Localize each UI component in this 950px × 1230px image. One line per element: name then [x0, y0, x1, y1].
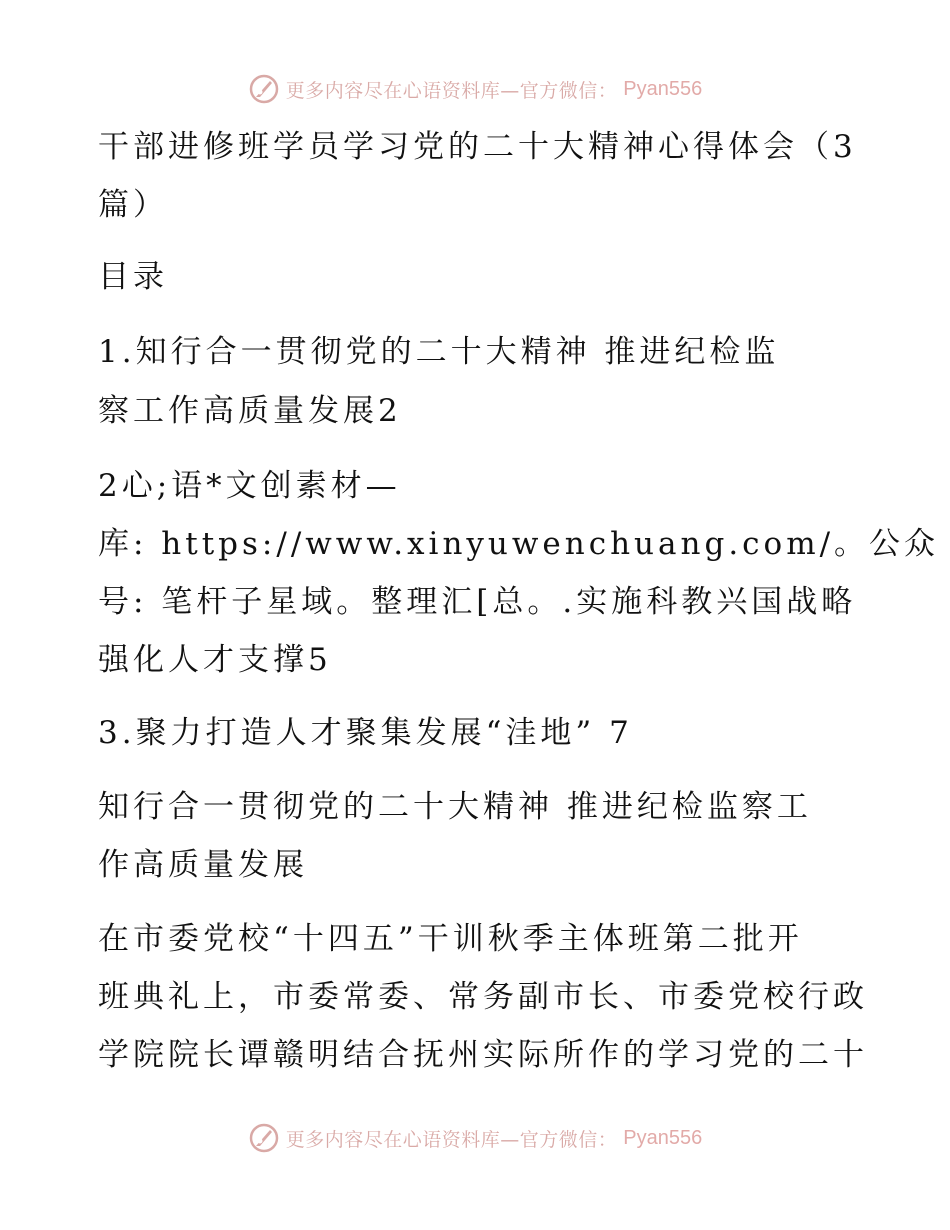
watermark-header — [0, 73, 950, 105]
section-title-continued: 作高质量发展 — [98, 847, 308, 883]
doc-title: 干部进修班学员学习党的二十大精神心得体会（3 — [98, 129, 857, 165]
quill-logo-icon — [248, 73, 280, 105]
toc-heading: 目录 — [98, 259, 168, 295]
toc-item-3: 3.聚力打造人才聚集发展“洼地” 7 — [98, 715, 633, 751]
watermark-wechat-id: Pyan556 — [623, 77, 703, 100]
body-paragraph-line: 在市委党校“十四五”干训秋季主体班第二批开 — [98, 921, 803, 957]
watermark-text: 更多内容尽在心语资料库—官方微信： — [285, 1128, 618, 1151]
toc-item-2-account-line: 号: 笔杆子星域。整理汇[总。.实施科教兴国战略 — [98, 584, 857, 620]
watermark-footer — [0, 1122, 950, 1154]
toc-item-1-continued: 察工作高质量发展2 — [98, 393, 402, 429]
doc-title-continued: 篇） — [98, 187, 168, 223]
body-paragraph-line: 班典礼上，市委常委、常务副市长、市委党校行政 — [98, 979, 868, 1015]
toc-item-2: 2心;语*文创素材— — [98, 468, 401, 504]
toc-item-2-continued: 强化人才支撑5 — [98, 642, 332, 678]
toc-item-1: 1.知行合一贯彻党的二十大精神 推进纪检监 — [98, 334, 780, 370]
body-paragraph-line: 学院院长谭赣明结合抚州实际所作的学习党的二十 — [98, 1037, 868, 1073]
watermark-text: 更多内容尽在心语资料库—官方微信： — [285, 79, 618, 102]
toc-item-2-url-line: 库: https://www.xinyuwenchuang.com/。公众 — [98, 526, 940, 562]
watermark-wechat-id: Pyan556 — [623, 1126, 703, 1149]
quill-logo-icon — [248, 1122, 280, 1154]
section-title: 知行合一贯彻党的二十大精神 推进纪检监察工 — [98, 789, 812, 825]
